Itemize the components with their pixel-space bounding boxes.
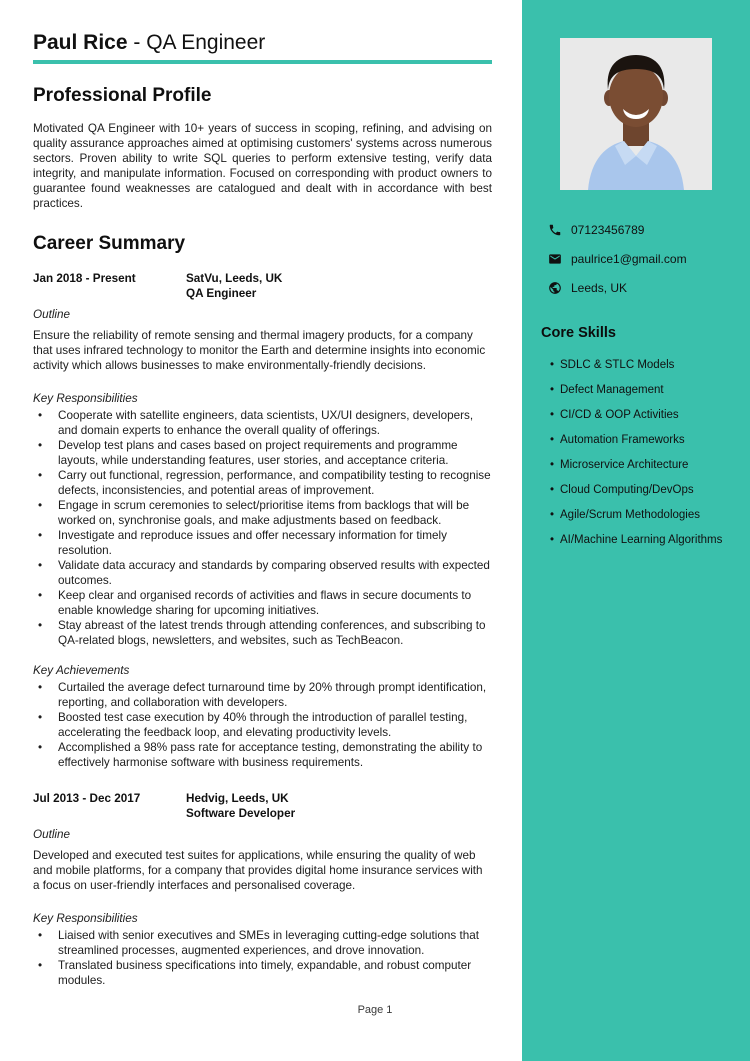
section-heading-professional-profile: Professional Profile <box>33 85 212 106</box>
job-dates: Jul 2013 - Dec 2017 <box>33 792 141 805</box>
contact-location-text: Leeds, UK <box>571 280 628 295</box>
outline-text: Ensure the reliability of remote sensing and thermal imagery products, for a company that uses infrared technology to monitor the Earth and determine insights into economic activity which allows businesses to make environmentally-friendly decisions. <box>33 329 486 372</box>
contact-list <box>548 215 750 302</box>
candidate-name-line <box>33 30 492 56</box>
email-icon <box>548 252 562 266</box>
sidebar <box>522 0 750 1061</box>
responsibilities-list <box>33 408 492 648</box>
page-footer: Page 1 <box>357 1004 393 1016</box>
skill-item: • CI/CD & OOP Activities <box>560 403 744 428</box>
job-header <box>33 271 492 301</box>
core-skills-heading: Core Skills <box>541 325 616 341</box>
accent-rule <box>33 60 492 64</box>
candidate-title: - QA Engineer <box>127 31 266 54</box>
skill-item: • Automation Frameworks <box>560 428 744 453</box>
responsibility-item: • Keep clear and organised records of activities and flaws in secure documents to enable knowledge sharing for upcoming initiatives. <box>58 588 492 618</box>
responsibility-item: • Stay abreast of the latest trends through attending conferences, and subscribing to QA-related blogs, newsletters, and websites, such as TechBeacon. <box>58 618 492 648</box>
key-responsibilities-label: Key Responsibilities <box>33 392 138 405</box>
achievement-item: • Curtailed the average defect turnaround time by 20% through prompt identification, reporting, and collaboration with developers. <box>58 680 492 710</box>
achievement-item: • Boosted test case execution by 40% through the introduction of parallel testing, accelerating the feedback loop, and elevating productivity levels. <box>58 710 492 740</box>
core-skills-list <box>522 353 750 553</box>
job-dates: Jan 2018 - Present <box>33 272 136 285</box>
section-heading-career-summary: Career Summary <box>33 233 186 254</box>
job-company: Hedvig, Leeds, UK <box>186 792 289 805</box>
key-achievements-label: Key Achievements <box>33 664 130 677</box>
responsibility-item: • Carry out functional, regression, performance, and compatibility testing to recognise defects, inconsistencies, and potential areas of improvement. <box>58 468 492 498</box>
outline-label: Outline <box>33 308 71 321</box>
contact-email-text: paulrice1@gmail.com <box>571 251 687 266</box>
candidate-name: Paul Rice <box>33 31 128 54</box>
outline-text: Developed and executed test suites for applications, while ensuring the quality of web and mobile platforms, for a company that provides digital home insurance services with a focus on user-friendly interfaces and personalised coverage. <box>33 849 483 892</box>
profile-photo <box>560 38 712 190</box>
key-responsibilities-label: Key Responsibilities <box>33 912 138 925</box>
responsibility-item: • Engage in scrum ceremonies to select/prioritise items from backlogs that will be worked on, synchronise goals, and make adjustments based on feedback. <box>58 498 492 528</box>
responsibility-item: • Liaised with senior executives and SMEs in leveraging cutting-edge solutions that streamlined processes, augmented experiences, and drove innovation. <box>58 928 492 958</box>
job-company-role <box>186 271 492 301</box>
responsibilities-list <box>33 928 492 988</box>
job-role: QA Engineer <box>186 287 257 300</box>
outline-label: Outline <box>33 828 71 841</box>
responsibility-item: • Translated business specifications into timely, expandable, and robust computer modules. <box>58 958 492 988</box>
responsibility-item: • Validate data accuracy and standards by comparing observed results with expected outcomes. <box>58 558 492 588</box>
responsibility-item: • Investigate and reproduce issues and offer necessary information for timely resolution. <box>58 528 492 558</box>
job-company: SatVu, Leeds, UK <box>186 272 283 285</box>
skill-item: • Microservice Architecture <box>560 453 744 478</box>
globe-icon <box>548 281 562 295</box>
skill-item: • Cloud Computing/DevOps <box>560 478 744 503</box>
responsibility-item: • Develop test plans and cases based on project requirements and programme layouts, while understanding features, user stories, and acceptance criteria. <box>58 438 492 468</box>
skill-item: • AI/Machine Learning Algorithms <box>560 528 744 553</box>
contact-email <box>548 244 750 273</box>
job-role: Software Developer <box>186 807 296 820</box>
responsibility-item: • Cooperate with satellite engineers, data scientists, UX/UI designers, developers, and domain experts to enhance the overall quality of offerings. <box>58 408 492 438</box>
achievements-list <box>33 680 492 770</box>
job-company-role <box>186 791 492 821</box>
contact-location <box>548 273 750 302</box>
achievement-item: • Accomplished a 98% pass rate for acceptance testing, demonstrating the ability to effectively harmonise software with business requirements. <box>58 740 492 770</box>
skill-item: • Agile/Scrum Methodologies <box>560 503 744 528</box>
skill-item: • SDLC & STLC Models <box>560 353 744 378</box>
phone-icon <box>548 223 562 237</box>
contact-phone <box>548 215 750 244</box>
main-column <box>33 0 492 988</box>
contact-phone-text: 07123456789 <box>571 222 645 237</box>
profile-summary-text: Motivated QA Engineer with 10+ years of success in scoping, refining, and advising on quality assurance approaches aimed at optimising customers' systems across numerous sectors. Proven ability to write SQL queries to perform extensive testing, verify data integrity, and manipulate information. Focused on corresponding with product owners to guarantee found weaknesses are catalogued and dealt with in accordance with best practices. <box>33 122 492 210</box>
job-header <box>33 791 492 821</box>
skill-item: • Defect Management <box>560 378 744 403</box>
